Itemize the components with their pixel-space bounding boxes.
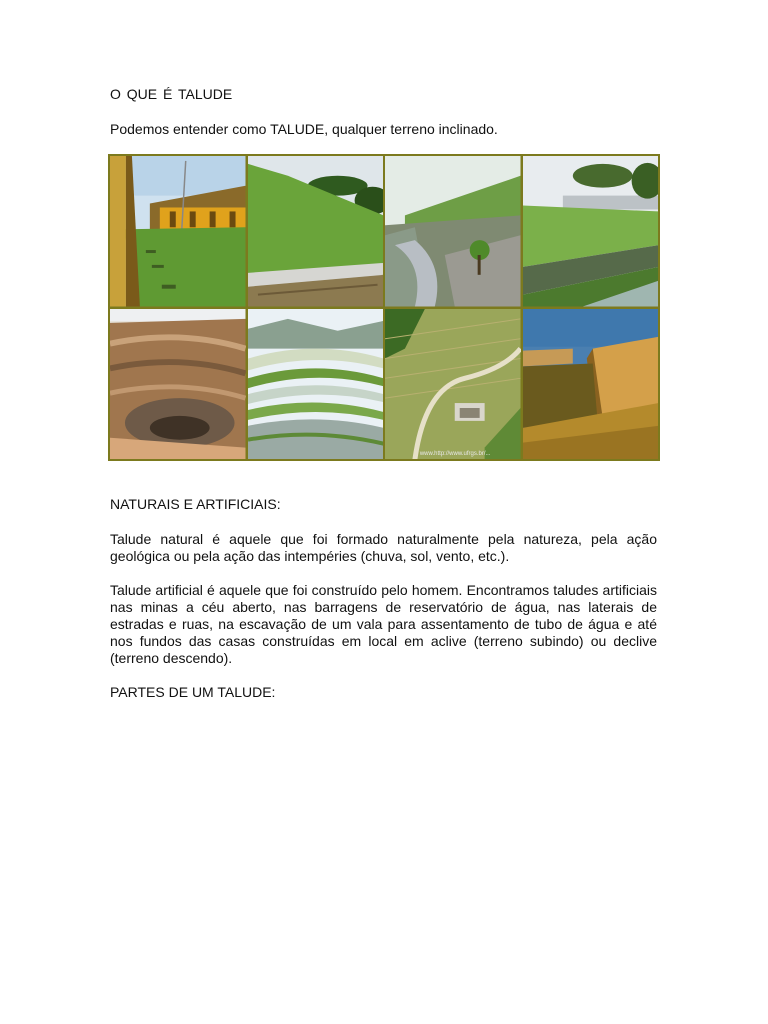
photo-watermark: www.http://www.ufrgs.br/... — [419, 451, 491, 457]
grass-embankment-photo — [248, 156, 384, 307]
open-pit-mine-photo — [110, 309, 246, 460]
grass-slope-building-photo — [110, 156, 246, 307]
section-heading-natural-artificial: NATURAIS E ARTIFICIAIS: — [110, 496, 281, 512]
section-heading-parts: PARTES DE UM TALUDE: — [110, 684, 276, 700]
paragraph-artificial: Talude artificial é aquele que foi construído pelo homem. Encontramos taludes artificiais nas minas a céu aberto, nas barragens de reservatório de água, nas laterais de estradas e ruas, na escavação de um vala para assentamento de tubo de água e até nos fundos das casas construídas em local em aclive (terreno subindo) ou declive (terreno descendo). — [110, 582, 657, 666]
page-title: O QUE É TALUDE — [110, 86, 233, 102]
gabion-wall-photo — [523, 156, 659, 307]
photo-grid — [108, 154, 660, 461]
hillside-road-photo — [385, 309, 521, 460]
intro-text: Podemos entender como TALUDE, qualquer terreno inclinado. — [110, 121, 498, 137]
eroded-ravine-photo — [385, 156, 521, 307]
rice-terraces-photo — [248, 309, 384, 460]
paragraph-natural: Talude natural é aquele que foi formado naturalmente pela natureza, pela ação geológica ou pela ação das intempéries (chuva, sol, vento, etc.). — [110, 531, 657, 564]
canyon-cliff-photo — [523, 309, 659, 460]
